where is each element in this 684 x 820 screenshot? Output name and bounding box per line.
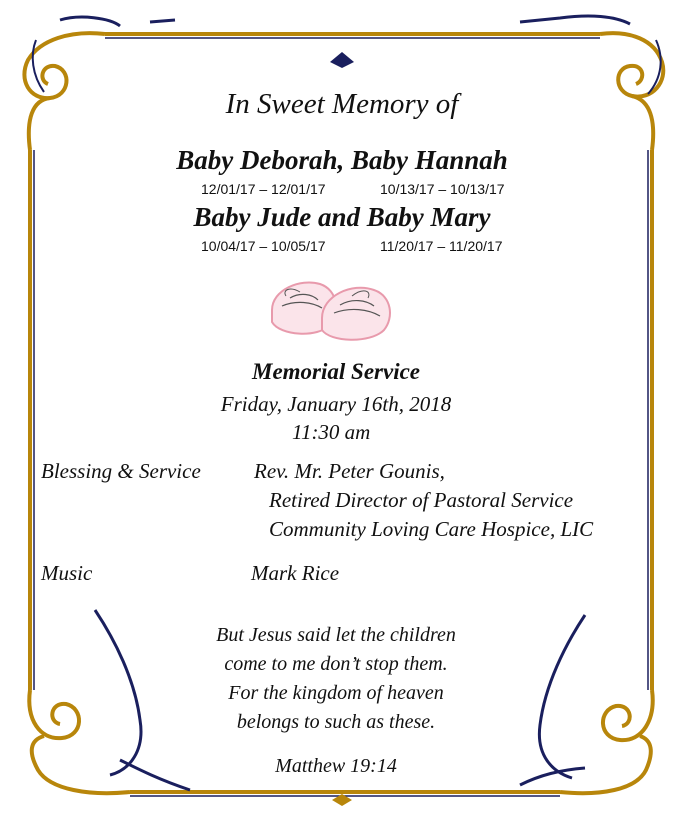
musician-name: Mark Rice — [251, 561, 340, 585]
baby-shoes-icon — [272, 282, 390, 339]
verse-line-4: belongs to such as these. — [236, 711, 436, 733]
heading: In Sweet Memory of — [225, 88, 459, 120]
scroll-ornament-icon — [520, 16, 663, 150]
verse-reference: Matthew 19:14 — [275, 755, 397, 777]
role-music: Music — [41, 561, 93, 585]
verse-line-3: For the kingdom of heaven — [228, 682, 444, 704]
service-time: 11:30 am — [292, 420, 371, 444]
officiant-title: Retired Director of Pastoral Service — [269, 488, 574, 512]
service-title: Memorial Service — [252, 359, 420, 384]
dates-jude: 10/04/17 – 10/05/17 — [201, 238, 326, 254]
role-blessing: Blessing & Service — [41, 459, 201, 483]
names-line-2: Baby Jude and Baby Mary — [193, 202, 491, 232]
names-line-1: Baby Deborah, Baby Hannah — [176, 145, 508, 175]
service-date: Friday, January 16th, 2018 — [220, 392, 452, 416]
officiant-name: Rev. Mr. Peter Gounis, — [254, 459, 445, 483]
dates-deborah: 12/01/17 – 12/01/17 — [201, 181, 326, 197]
officiant-org: Community Loving Care Hospice, LIC — [269, 517, 594, 541]
verse-line-2: come to me don’t stop them. — [224, 653, 448, 675]
scroll-ornament-icon — [24, 17, 175, 150]
verse-line-1: But Jesus said let the children — [216, 624, 456, 646]
dates-hannah: 10/13/17 – 10/13/17 — [380, 181, 505, 197]
dates-mary: 11/20/17 – 11/20/17 — [380, 238, 503, 254]
